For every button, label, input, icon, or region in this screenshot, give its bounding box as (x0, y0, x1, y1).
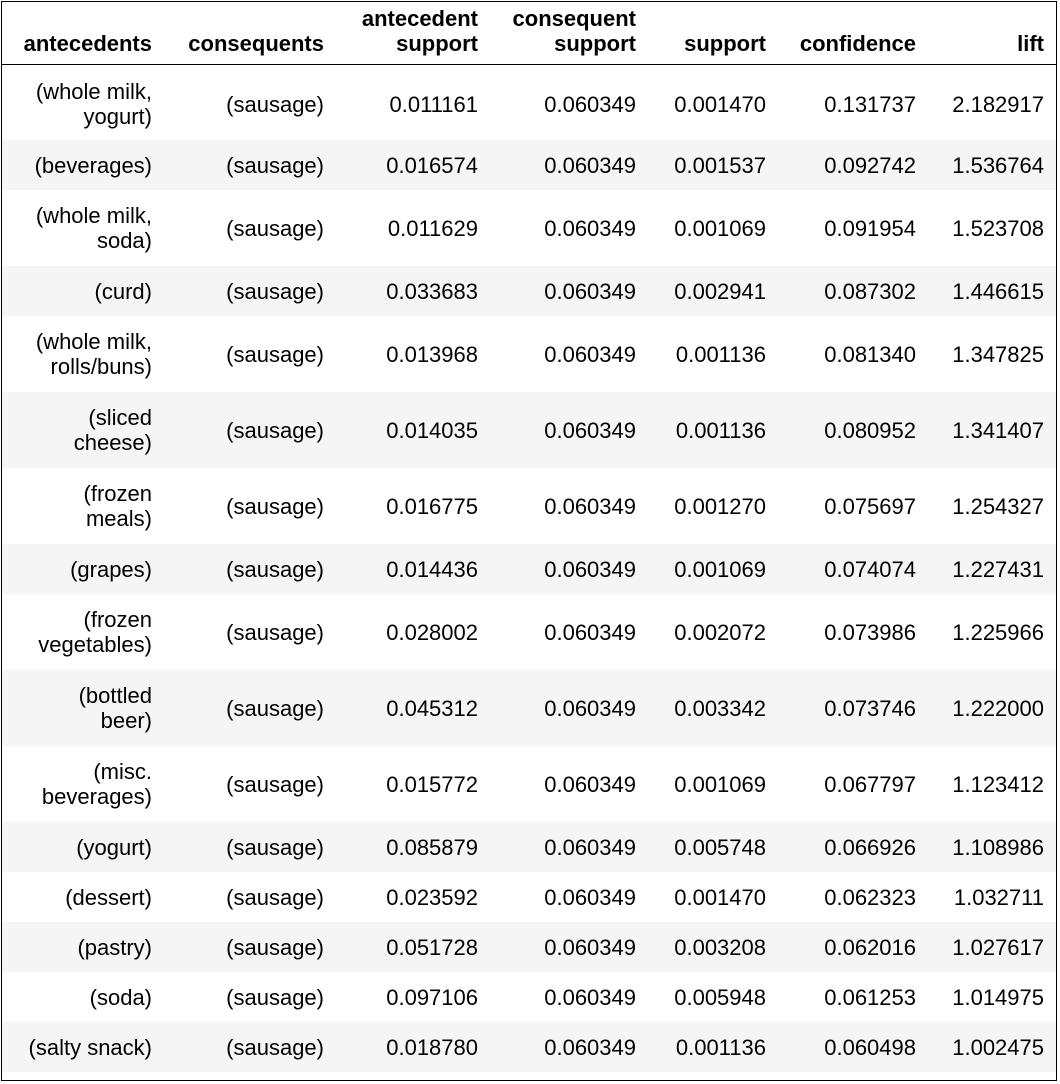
cell-antecedent-support: 0.011161 (389, 91, 478, 117)
cell-support: 0.005748 (674, 834, 766, 860)
antecedents-text-line2: meals) (85, 506, 152, 531)
antecedents-text-line1: (bottled (78, 683, 152, 708)
cell-consequent-support: 0.060349 (544, 341, 636, 367)
header-lift-label: lift (1017, 30, 1044, 56)
cell-consequents: (sausage) (226, 695, 324, 721)
cell-confidence: 0.075697 (824, 493, 916, 519)
header-antecedent-support-line2: support (396, 30, 478, 56)
cell-confidence: 0.060498 (824, 1034, 916, 1060)
cell-lift: 1.225966 (952, 619, 1044, 645)
cell-antecedent-support: 0.016775 (386, 493, 478, 519)
cell-antecedents (2, 594, 164, 670)
cell-lift: 1.108986 (952, 834, 1044, 860)
cell-lift: 1.254327 (952, 493, 1044, 519)
cell-support: 0.001470 (674, 91, 766, 117)
cell-consequent-support: 0.060349 (544, 619, 636, 645)
cell-consequents: (sausage) (226, 984, 324, 1010)
cell-consequents: (sausage) (226, 91, 324, 117)
cell-consequent-support: 0.060349 (544, 834, 636, 860)
header-consequents-label: consequents (188, 30, 324, 56)
table-row (2, 392, 1056, 468)
association-rules-table (2, 2, 1056, 1072)
antecedents-text-line1: (soda) (89, 984, 152, 1010)
cell-lift: 1.222000 (952, 695, 1044, 721)
cell-consequents: (sausage) (226, 417, 324, 443)
header-confidence-label: confidence (799, 30, 916, 56)
cell-antecedents (2, 972, 164, 1022)
header-antecedents-label: antecedents (23, 30, 152, 56)
cell-confidence: 0.073986 (824, 619, 916, 645)
cell-antecedents (2, 922, 164, 972)
antecedents-text-line2: beverages) (41, 784, 152, 809)
antecedents-text-line2: yogurt) (83, 104, 152, 130)
cell-lift: 1.002475 (952, 1034, 1044, 1060)
cell-consequents: (sausage) (226, 619, 324, 645)
cell-support: 0.003208 (674, 934, 766, 960)
antecedents-text-line2: rolls/buns) (50, 354, 152, 379)
cell-consequents: (sausage) (226, 341, 324, 367)
cell-lift: 1.341407 (952, 417, 1044, 443)
cell-support: 0.001069 (674, 215, 766, 241)
table-row (2, 190, 1056, 266)
table-body (2, 64, 1056, 1072)
antecedents-text-line1: (sliced (88, 405, 152, 430)
cell-consequents: (sausage) (226, 152, 324, 178)
table-row (2, 544, 1056, 594)
cell-consequents: (sausage) (226, 556, 324, 582)
cell-antecedent-support: 0.014035 (386, 417, 478, 443)
cell-confidence: 0.067797 (824, 771, 916, 797)
cell-antecedents (2, 746, 164, 822)
cell-lift: 1.523708 (952, 215, 1044, 241)
antecedents-text-line1: (salty snack) (28, 1034, 152, 1060)
cell-consequent-support: 0.060349 (544, 493, 636, 519)
cell-antecedents (2, 392, 164, 468)
cell-lift: 2.182917 (952, 91, 1044, 117)
cell-consequents: (sausage) (226, 934, 324, 960)
antecedents-text-line2: beer) (100, 708, 152, 733)
header-consequents (164, 2, 336, 64)
cell-consequent-support: 0.060349 (544, 278, 636, 304)
cell-antecedents (2, 468, 164, 544)
cell-lift: 1.227431 (952, 556, 1044, 582)
cell-support: 0.002941 (674, 278, 766, 304)
cell-support: 0.003342 (674, 695, 766, 721)
cell-support: 0.005948 (674, 984, 766, 1010)
cell-consequent-support: 0.060349 (544, 984, 636, 1010)
cell-antecedent-support: 0.023592 (386, 884, 478, 910)
antecedents-text-line1: (pastry) (77, 934, 152, 960)
table-row (2, 594, 1056, 670)
cell-consequent-support: 0.060349 (544, 695, 636, 721)
dataframe-output (1, 1, 1057, 1081)
cell-confidence: 0.061253 (824, 984, 916, 1010)
cell-antecedents (2, 1022, 164, 1072)
cell-antecedent-support: 0.018780 (386, 1034, 478, 1060)
cell-confidence: 0.066926 (824, 834, 916, 860)
cell-confidence: 0.081340 (824, 341, 916, 367)
cell-antecedent-support: 0.033683 (386, 278, 478, 304)
table-row (2, 316, 1056, 392)
antecedents-text-line1: (dessert) (65, 884, 152, 910)
table-row (2, 872, 1056, 922)
cell-support: 0.002072 (674, 619, 766, 645)
cell-lift: 1.446615 (952, 278, 1044, 304)
cell-antecedent-support: 0.011629 (387, 215, 478, 241)
cell-confidence: 0.092742 (824, 152, 916, 178)
cell-support: 0.001136 (675, 417, 766, 443)
cell-antecedent-support: 0.013968 (386, 341, 478, 367)
cell-antecedent-support: 0.045312 (386, 695, 478, 721)
cell-antecedent-support: 0.015772 (386, 771, 478, 797)
cell-antecedents (2, 140, 164, 190)
cell-lift: 1.032711 (953, 884, 1044, 910)
table-header (2, 2, 1056, 64)
table-row (2, 746, 1056, 822)
cell-consequent-support: 0.060349 (544, 934, 636, 960)
cell-support: 0.001470 (674, 884, 766, 910)
antecedents-text-line1: (beverages) (34, 152, 152, 178)
cell-lift: 1.536764 (952, 152, 1044, 178)
cell-antecedents (2, 822, 164, 872)
cell-consequents: (sausage) (226, 834, 324, 860)
antecedents-text-line2: soda) (96, 228, 152, 253)
header-consequent-support-line2: support (554, 30, 636, 56)
table-row (2, 822, 1056, 872)
cell-confidence: 0.131737 (824, 91, 916, 117)
table-row (2, 1022, 1056, 1072)
cell-confidence: 0.073746 (824, 695, 916, 721)
cell-lift: 1.123412 (952, 771, 1044, 797)
header-support (648, 2, 778, 64)
cell-antecedents (2, 872, 164, 922)
cell-antecedent-support: 0.028002 (386, 619, 478, 645)
table-row (2, 922, 1056, 972)
cell-consequent-support: 0.060349 (544, 771, 636, 797)
cell-support: 0.001069 (674, 771, 766, 797)
header-antecedents (2, 2, 164, 64)
cell-antecedents (2, 266, 164, 316)
header-antecedent-support (336, 2, 490, 64)
cell-consequents: (sausage) (226, 1034, 324, 1060)
cell-confidence: 0.062016 (824, 934, 916, 960)
cell-antecedent-support: 0.085879 (386, 834, 478, 860)
table-row (2, 670, 1056, 746)
cell-antecedents (2, 64, 164, 140)
cell-confidence: 0.091954 (824, 215, 916, 241)
cell-consequent-support: 0.060349 (544, 417, 636, 443)
cell-antecedents (2, 544, 164, 594)
antecedents-text-line1: (frozen (83, 607, 152, 632)
antecedents-text-line1: (yogurt) (76, 834, 152, 860)
table-row (2, 64, 1056, 140)
table-row (2, 266, 1056, 316)
antecedents-text-line1: (whole milk, (35, 329, 152, 354)
header-row (2, 2, 1056, 64)
cell-support: 0.001136 (675, 341, 766, 367)
cell-support: 0.001069 (674, 556, 766, 582)
cell-confidence: 0.074074 (824, 556, 916, 582)
cell-consequent-support: 0.060349 (544, 215, 636, 241)
antecedents-text-line1: (frozen (83, 481, 152, 506)
antecedents-text-line1: (grapes) (70, 556, 152, 582)
cell-antecedent-support: 0.097106 (386, 984, 478, 1010)
cell-confidence: 0.080952 (824, 417, 916, 443)
antecedents-text-line1: (misc. (93, 759, 152, 784)
table-row (2, 468, 1056, 544)
header-consequent-support (490, 2, 648, 64)
cell-antecedents (2, 316, 164, 392)
cell-confidence: 0.087302 (824, 278, 916, 304)
header-consequent-support-line1: consequent (512, 5, 636, 31)
header-antecedent-support-line1: antecedent (361, 5, 478, 31)
cell-lift: 1.014975 (952, 984, 1044, 1010)
header-support-label: support (684, 30, 766, 56)
antecedents-text-line2: vegetables) (38, 632, 152, 657)
antecedents-text-line1: (whole milk, (35, 203, 152, 228)
cell-consequent-support: 0.060349 (544, 152, 636, 178)
cell-antecedents (2, 190, 164, 266)
cell-confidence: 0.062323 (824, 884, 916, 910)
cell-consequents: (sausage) (226, 215, 324, 241)
table-row (2, 972, 1056, 1022)
cell-support: 0.001537 (674, 152, 766, 178)
cell-consequents: (sausage) (226, 278, 324, 304)
cell-antecedents (2, 670, 164, 746)
cell-consequent-support: 0.060349 (544, 884, 636, 910)
cell-consequents: (sausage) (226, 771, 324, 797)
cell-antecedent-support: 0.014436 (386, 556, 478, 582)
header-lift (928, 2, 1056, 64)
header-confidence (778, 2, 928, 64)
cell-consequent-support: 0.060349 (544, 556, 636, 582)
antecedents-text-line1: (curd) (94, 278, 152, 304)
cell-lift: 1.027617 (952, 934, 1044, 960)
cell-antecedent-support: 0.051728 (386, 934, 478, 960)
cell-consequents: (sausage) (226, 493, 324, 519)
cell-support: 0.001270 (674, 493, 766, 519)
antecedents-text-line1: (whole milk, (35, 79, 152, 105)
cell-lift: 1.347825 (952, 341, 1044, 367)
cell-antecedent-support: 0.016574 (386, 152, 478, 178)
antecedents-text-line2: cheese) (73, 430, 152, 455)
table-row (2, 140, 1056, 190)
cell-consequent-support: 0.060349 (544, 91, 636, 117)
cell-support: 0.001136 (675, 1034, 766, 1060)
cell-consequents: (sausage) (226, 884, 324, 910)
cell-consequent-support: 0.060349 (544, 1034, 636, 1060)
